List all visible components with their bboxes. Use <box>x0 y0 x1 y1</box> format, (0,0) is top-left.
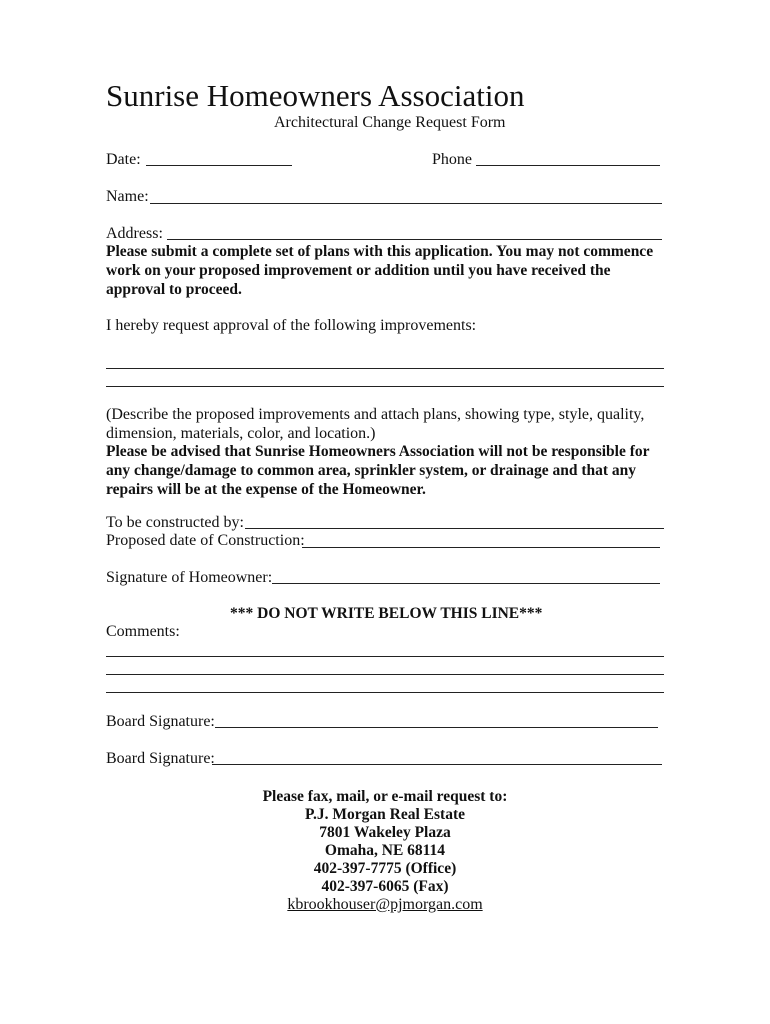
advised-line-1: Please be advised that Sunrise Homeowners Association will not be responsible for <box>106 443 650 460</box>
phone-field-line[interactable] <box>476 165 660 166</box>
board-signature-label-2: Board Signature: <box>106 750 215 767</box>
contact-intro: Please fax, mail, or e-mail request to: <box>262 788 508 805</box>
contact-email-link[interactable]: kbrookhouser@pjmorgan.com <box>287 896 483 913</box>
improvements-line-2[interactable] <box>106 386 664 387</box>
contact-company: P.J. Morgan Real Estate <box>304 806 465 823</box>
date-field-line[interactable] <box>146 165 292 166</box>
constructed-by-field-line[interactable] <box>245 528 664 529</box>
homeowner-signature-label: Signature of Homeowner: <box>106 569 273 586</box>
contact-fax: 402-397-6065 (Fax) <box>321 878 449 895</box>
comments-line-2[interactable] <box>106 674 664 675</box>
phone-label: Phone <box>432 151 472 168</box>
address-field-line[interactable] <box>167 239 662 240</box>
proposed-date-label: Proposed date of Construction: <box>106 532 305 549</box>
name-field-line[interactable] <box>150 203 662 204</box>
homeowner-signature-line[interactable] <box>272 583 660 584</box>
name-label: Name: <box>106 188 149 205</box>
advised-line-2: any change/damage to common area, sprinkler system, or drainage and that any <box>106 462 637 479</box>
plans-notice-line-1: Please submit a complete set of plans with this application. You may not commence <box>106 243 654 260</box>
plans-notice-line-3: approval to proceed. <box>106 281 242 298</box>
comments-line-1[interactable] <box>106 656 664 657</box>
form-title: Sunrise Homeowners Association <box>106 78 525 113</box>
describe-line-1: (Describe the proposed improvements and attach plans, showing type, style, quality, <box>106 406 645 423</box>
comments-label: Comments: <box>106 623 180 640</box>
contact-office-phone: 402-397-7775 (Office) <box>313 860 457 877</box>
request-text: I hereby request approval of the following improvements: <box>106 317 477 334</box>
comments-line-3[interactable] <box>106 692 664 693</box>
contact-city: Omaha, NE 68114 <box>324 842 446 859</box>
describe-line-2: dimension, materials, color, and location.) <box>106 425 376 442</box>
do-not-write-notice: *** DO NOT WRITE BELOW THIS LINE*** <box>230 605 543 622</box>
form-subtitle: Architectural Change Request Form <box>274 114 506 131</box>
proposed-date-field-line[interactable] <box>302 547 660 548</box>
date-label: Date: <box>106 151 141 168</box>
plans-notice-line-2: work on your proposed improvement or addition until you have received the <box>106 262 611 279</box>
constructed-by-label: To be constructed by: <box>106 514 244 531</box>
board-signature-label-1: Board Signature: <box>106 713 215 730</box>
improvements-line-1[interactable] <box>106 368 664 369</box>
contact-street: 7801 Wakeley Plaza <box>319 824 451 841</box>
advised-line-3: repairs will be at the expense of the Homeowner. <box>106 481 426 498</box>
board-signature-line-1[interactable] <box>215 727 658 728</box>
board-signature-line-2[interactable] <box>212 764 662 765</box>
address-label: Address: <box>106 225 163 242</box>
